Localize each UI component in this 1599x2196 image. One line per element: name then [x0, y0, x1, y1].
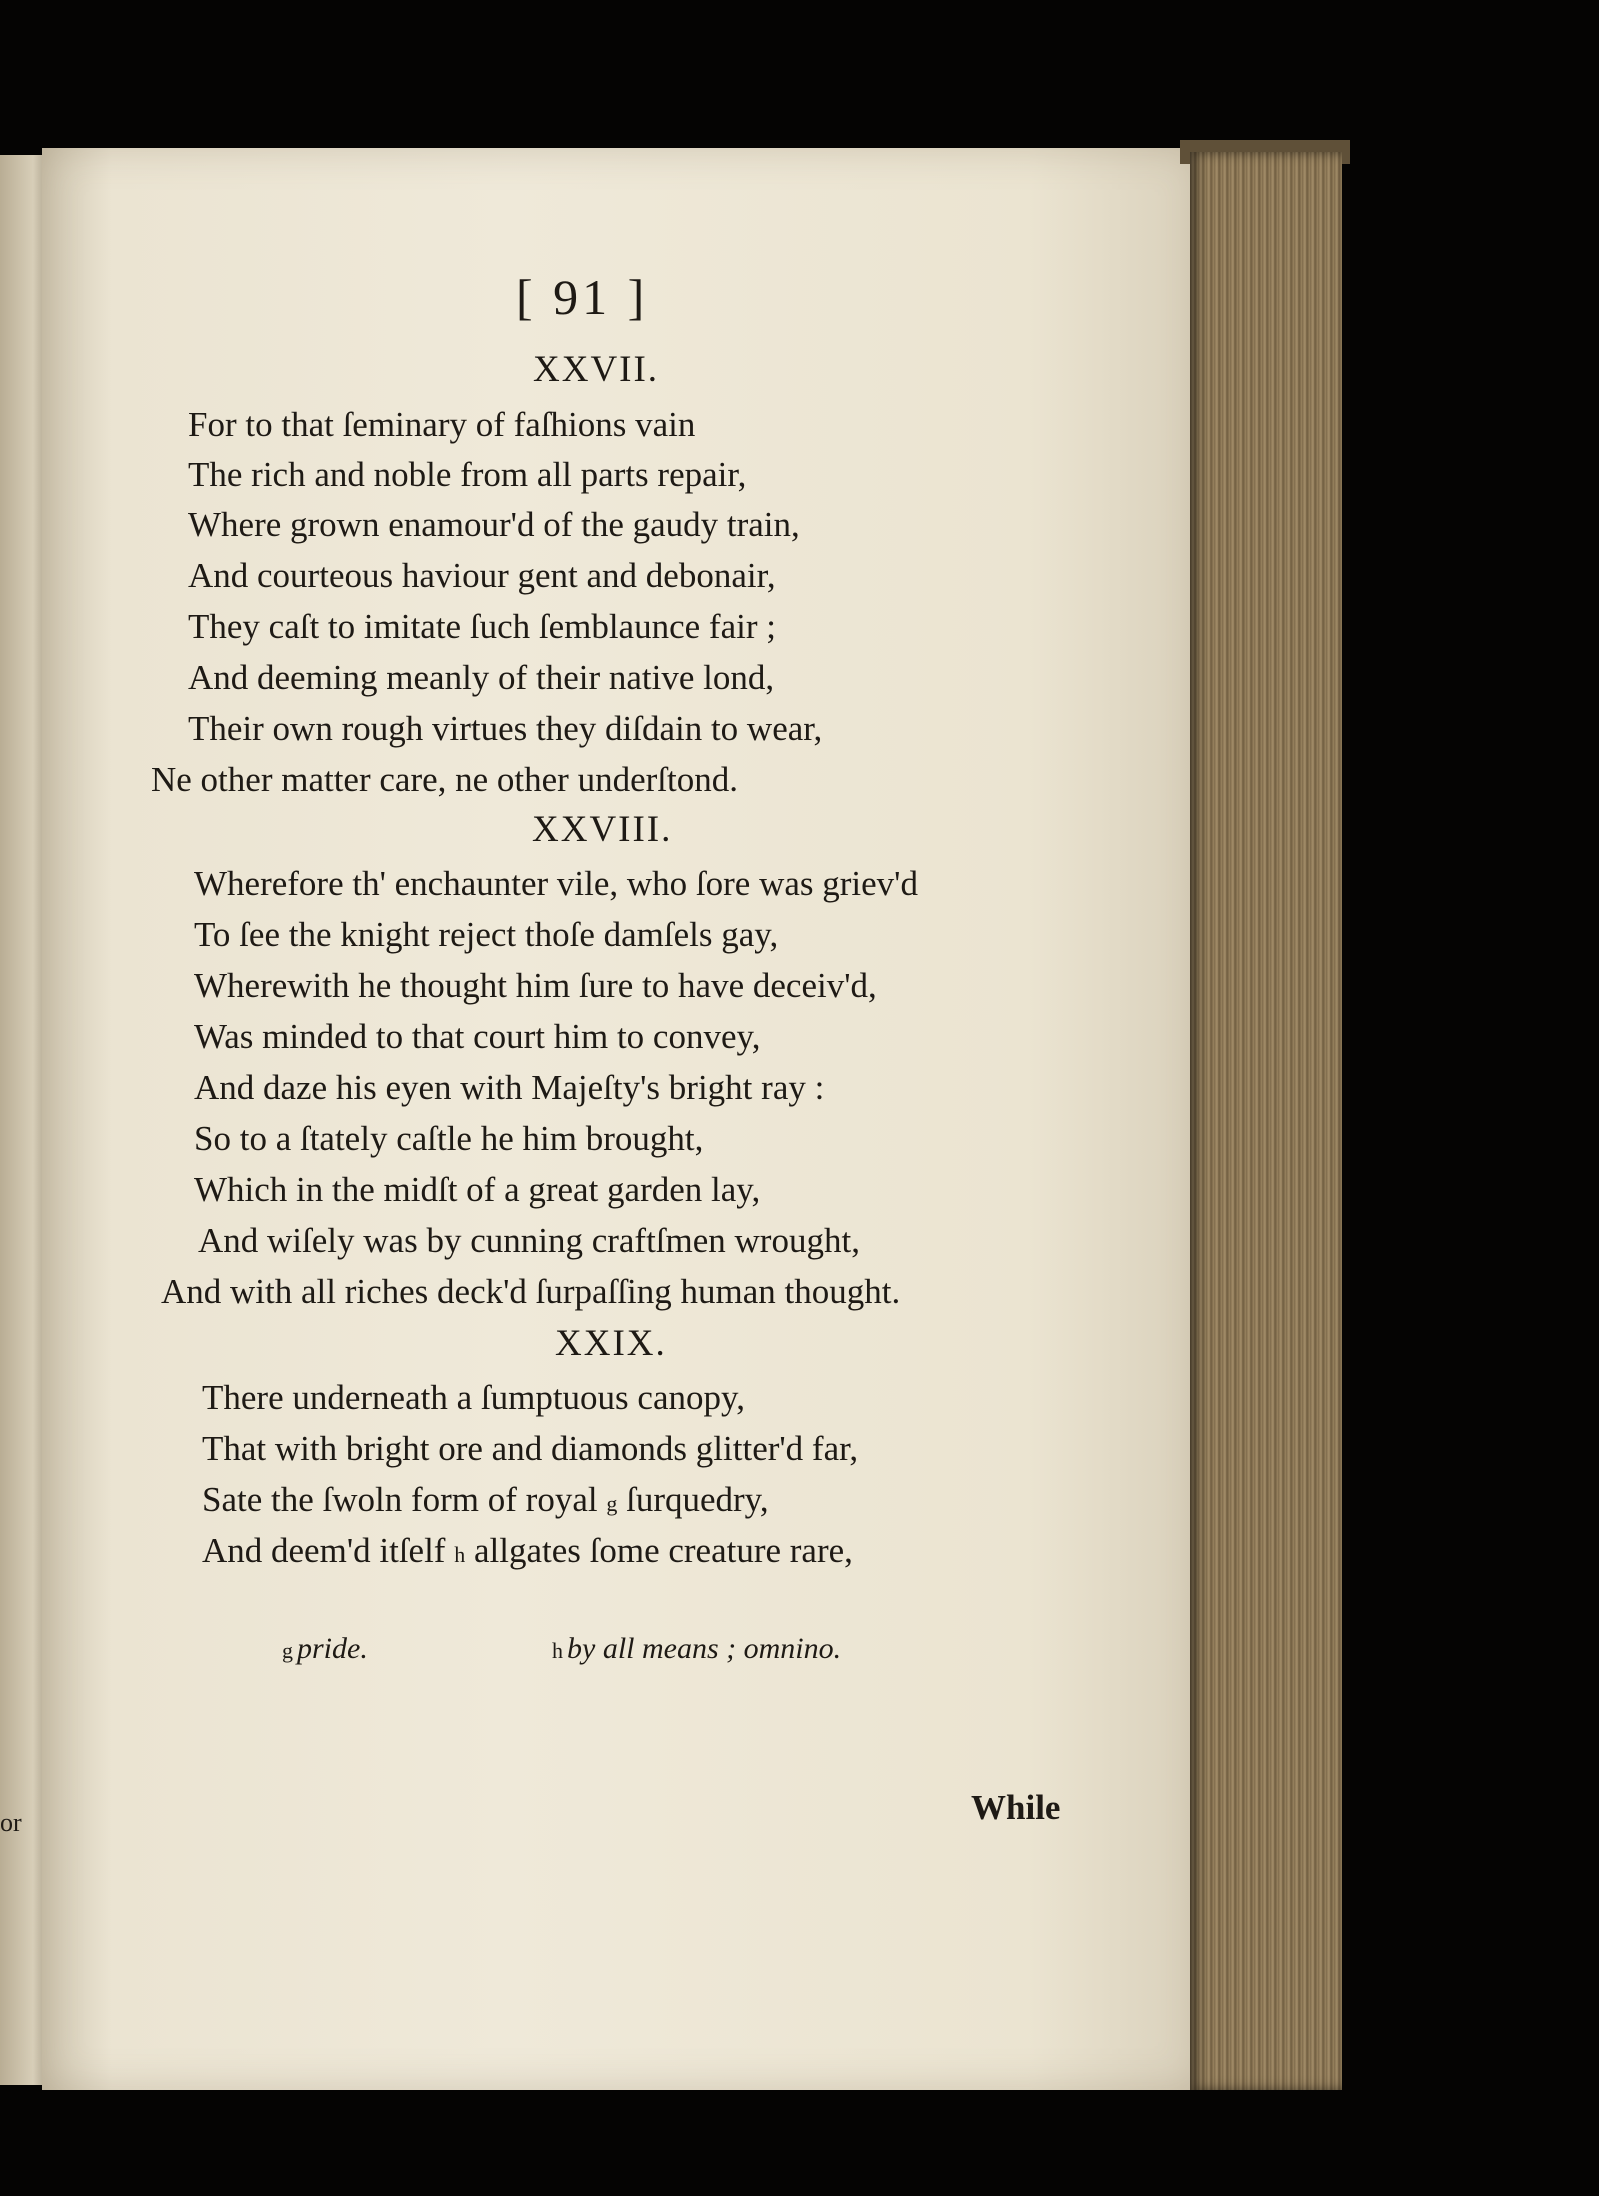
verse-line: Was minded to that court him to convey, [194, 1017, 761, 1056]
verse-line: To ſee the knight reject thoſe damſels gay, [194, 915, 779, 954]
stanza-number: XXVIII. [532, 809, 673, 850]
verse-text: allgates ſome creature rare, [473, 1531, 853, 1570]
verse-text: Sate the ſwoln form of royal [202, 1480, 598, 1519]
verse-line: And deeming meanly of their native lond, [188, 658, 775, 697]
footnote-mark: g [282, 1638, 293, 1663]
stanza-number: XXVII. [533, 349, 660, 390]
verse-line: So to a ſtately caſtle he him brought, [194, 1119, 704, 1158]
verse-line: And daze his eyen with Majeſty's bright ray : [194, 1068, 825, 1107]
verse-line: Ne other matter care, ne other underſtond. [151, 760, 738, 799]
verse-line: And with all riches deck'd ſurpaſſing human thought. [161, 1272, 901, 1311]
footnote-mark: h [552, 1638, 563, 1663]
verse-line: And wiſely was by cunning craftſmen wrought, [198, 1221, 860, 1260]
verse-line: Wherewith he thought him ſure to have deceiv'd, [194, 966, 877, 1005]
verse-line: Their own rough virtues they diſdain to wear, [188, 709, 823, 748]
verse-line [202, 1480, 769, 1520]
footnote [552, 1632, 841, 1666]
verse-line: And courteous haviour gent and debonair, [188, 556, 776, 595]
verse-line: Where grown enamour'd of the gaudy train, [188, 505, 800, 544]
verse-line: The rich and noble from all parts repair, [188, 455, 747, 494]
footnote-mark: h [454, 1542, 466, 1567]
left-page-fragment: or [0, 1808, 22, 1837]
verse-line: Which in the midſt of a great garden lay, [194, 1170, 761, 1209]
verse-text: ſurquedry, [626, 1480, 769, 1519]
catchword: While [971, 1788, 1061, 1827]
verse-line: Wherefore th' enchaunter vile, who ſore was griev'd [194, 864, 918, 903]
verse-line: That with bright ore and diamonds glitter'd far, [202, 1429, 859, 1468]
verse-line [202, 1531, 853, 1571]
footnote [282, 1632, 368, 1666]
verse-line: They caſt to imitate ſuch ſemblaunce fair ; [188, 607, 776, 646]
verse-line: There underneath a ſumptuous canopy, [202, 1378, 745, 1417]
footnote-mark: g [606, 1491, 618, 1516]
verse-text: And deem'd itſelf [202, 1531, 446, 1570]
footnote-text: pride. [297, 1632, 368, 1665]
verse-line: For to that ſeminary of faſhions vain [188, 405, 696, 444]
page-number: [ 91 ] [516, 269, 649, 325]
page-edge [1190, 152, 1342, 2090]
footnote-text: by all means ; omnino. [567, 1632, 842, 1665]
stanza-number: XXIX. [555, 1323, 667, 1364]
